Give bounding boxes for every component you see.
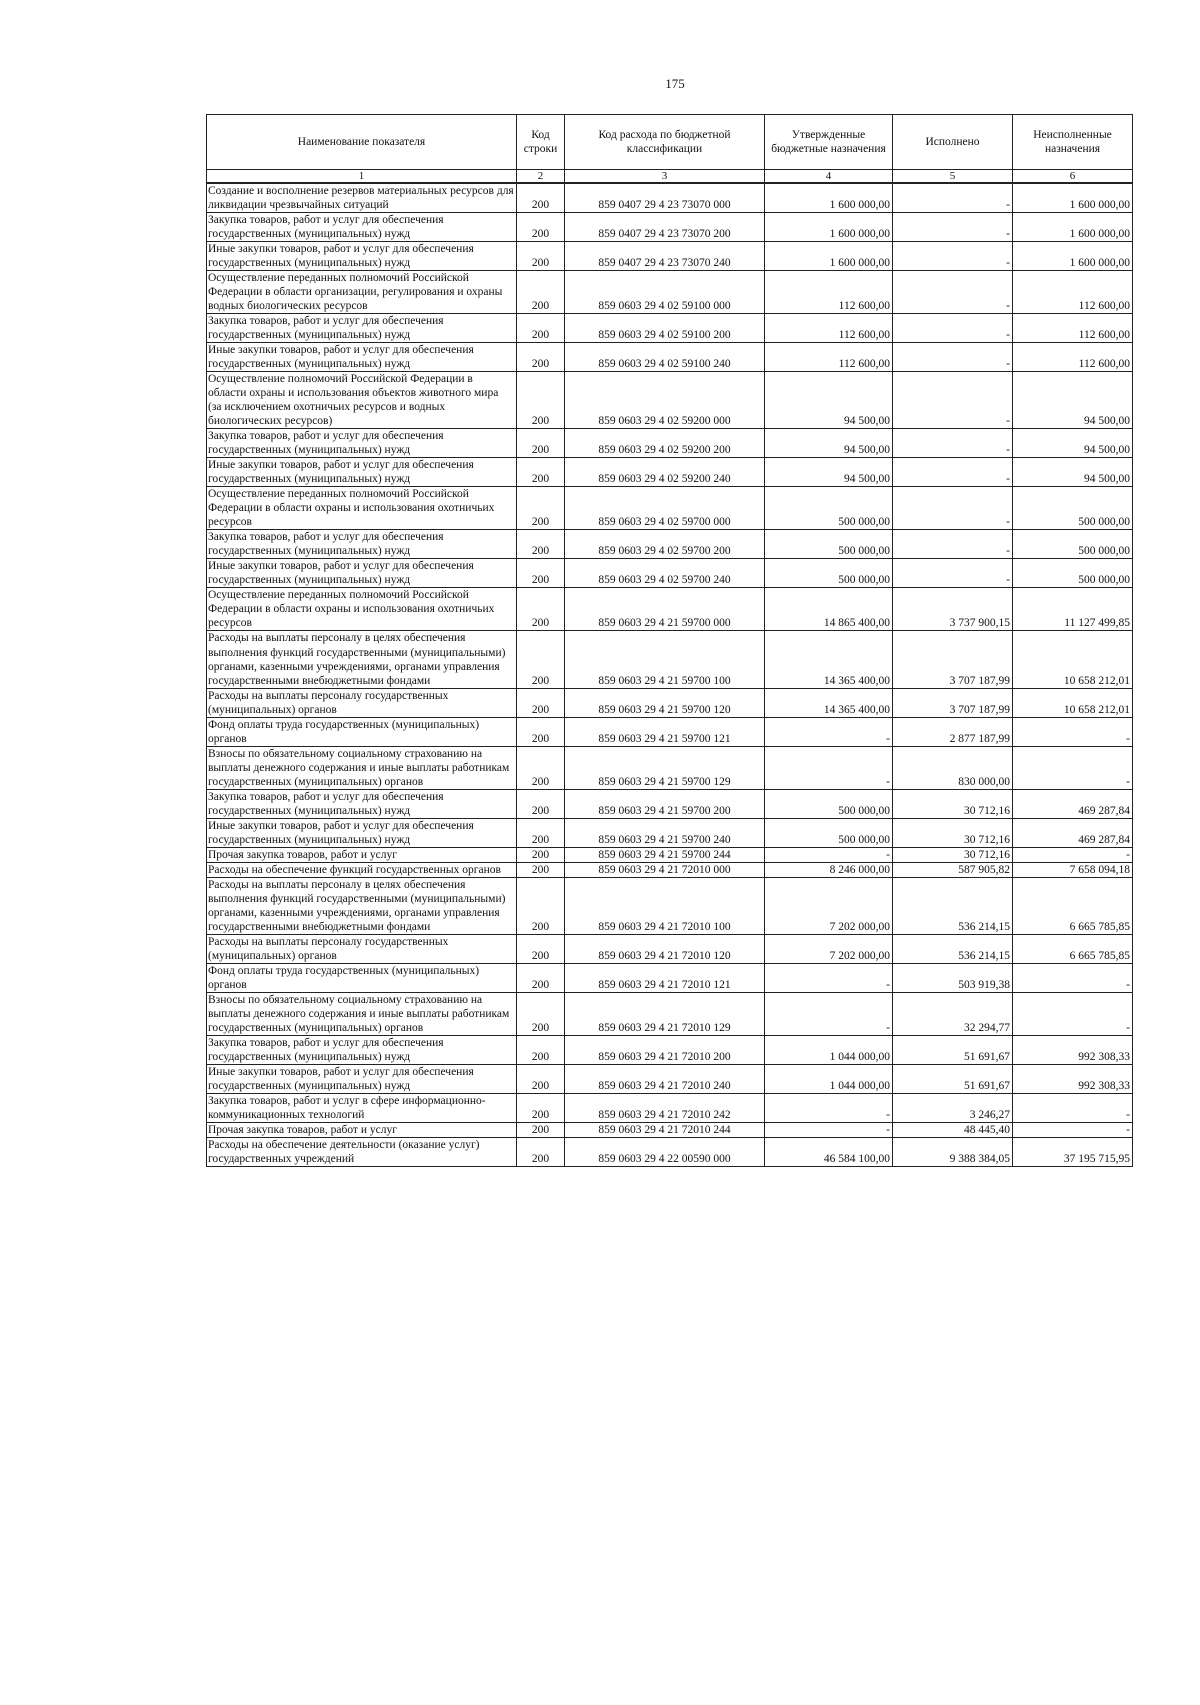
classification-code-cell: 859 0407 29 4 23 73070 000 xyxy=(565,183,765,213)
table-row xyxy=(207,1035,1133,1064)
unexecuted-amount-cell: - xyxy=(1013,717,1133,746)
line-code-cell: 200 xyxy=(517,862,565,877)
line-code-cell: 200 xyxy=(517,1123,565,1138)
indicator-name-cell: Расходы на выплаты персоналу в целях обеспечения выполнения функций государственными (муниципальными) органами, казенными учреждениями, органами управления государственными внебюджетными фондами xyxy=(207,877,517,934)
approved-amount-cell: - xyxy=(765,746,893,789)
column-number: 5 xyxy=(893,170,1013,184)
approved-amount-cell: 14 365 400,00 xyxy=(765,631,893,688)
indicator-name-cell: Прочая закупка товаров, работ и услуг xyxy=(207,847,517,862)
table-body xyxy=(207,183,1133,1167)
executed-amount-cell: - xyxy=(893,530,1013,559)
classification-code-cell: 859 0603 29 4 21 59700 100 xyxy=(565,631,765,688)
classification-code-cell: 859 0603 29 4 21 72010 129 xyxy=(565,992,765,1035)
unexecuted-amount-cell: 992 308,33 xyxy=(1013,1064,1133,1093)
executed-amount-cell: 51 691,67 xyxy=(893,1035,1013,1064)
indicator-name-cell: Фонд оплаты труда государственных (муниципальных) органов xyxy=(207,963,517,992)
classification-code-cell: 859 0603 29 4 02 59100 000 xyxy=(565,271,765,314)
unexecuted-amount-cell: 1 600 000,00 xyxy=(1013,213,1133,242)
classification-code-cell: 859 0603 29 4 21 72010 200 xyxy=(565,1035,765,1064)
indicator-name-cell: Иные закупки товаров, работ и услуг для обеспечения государственных (муниципальных) нужд xyxy=(207,1064,517,1093)
indicator-name-cell: Закупка товаров, работ и услуг для обеспечения государственных (муниципальных) нужд xyxy=(207,1035,517,1064)
indicator-name-cell: Иные закупки товаров, работ и услуг для обеспечения государственных (муниципальных) нужд xyxy=(207,458,517,487)
executed-amount-cell: - xyxy=(893,314,1013,343)
indicator-name-cell: Расходы на выплаты персоналу государственных (муниципальных) органов xyxy=(207,934,517,963)
table-row xyxy=(207,746,1133,789)
approved-amount-cell: 500 000,00 xyxy=(765,559,893,588)
unexecuted-amount-cell: 37 195 715,95 xyxy=(1013,1138,1133,1167)
classification-code-cell: 859 0407 29 4 23 73070 200 xyxy=(565,213,765,242)
line-code-cell: 200 xyxy=(517,372,565,429)
classification-code-cell: 859 0603 29 4 21 72010 100 xyxy=(565,877,765,934)
executed-amount-cell: 503 919,38 xyxy=(893,963,1013,992)
indicator-name-cell: Взносы по обязательному социальному страхованию на выплаты денежного содержания и иные выплаты работникам государственных (муниципальных) органов xyxy=(207,746,517,789)
indicator-name-cell: Закупка товаров, работ и услуг для обеспечения государственных (муниципальных) нужд xyxy=(207,213,517,242)
executed-amount-cell: 536 214,15 xyxy=(893,877,1013,934)
table-row xyxy=(207,1093,1133,1122)
approved-amount-cell: 14 865 400,00 xyxy=(765,588,893,631)
budget-execution-table xyxy=(206,114,1133,1167)
approved-amount-cell: 1 600 000,00 xyxy=(765,213,893,242)
table-row xyxy=(207,213,1133,242)
executed-amount-cell: - xyxy=(893,183,1013,213)
indicator-name-cell: Осуществление полномочий Российской Федерации в области охраны и использования объектов животного мира (за исключением охотничьих ресурсов и водных биологических ресурсов) xyxy=(207,372,517,429)
column-number: 1 xyxy=(207,170,517,184)
executed-amount-cell: 30 712,16 xyxy=(893,847,1013,862)
table-row xyxy=(207,631,1133,688)
executed-amount-cell: 48 445,40 xyxy=(893,1123,1013,1138)
table-row xyxy=(207,847,1133,862)
line-code-cell: 200 xyxy=(517,429,565,458)
line-code-cell: 200 xyxy=(517,487,565,530)
classification-code-cell: 859 0603 29 4 02 59200 240 xyxy=(565,458,765,487)
classification-code-cell: 859 0603 29 4 02 59100 200 xyxy=(565,314,765,343)
indicator-name-cell: Расходы на обеспечение деятельности (оказание услуг) государственных учреждений xyxy=(207,1138,517,1167)
unexecuted-amount-cell: 992 308,33 xyxy=(1013,1035,1133,1064)
unexecuted-amount-cell: 6 665 785,85 xyxy=(1013,934,1133,963)
classification-code-cell: 859 0603 29 4 21 72010 120 xyxy=(565,934,765,963)
executed-amount-cell: - xyxy=(893,213,1013,242)
classification-code-cell: 859 0603 29 4 21 59700 000 xyxy=(565,588,765,631)
table-row xyxy=(207,487,1133,530)
line-code-cell: 200 xyxy=(517,717,565,746)
unexecuted-amount-cell: 112 600,00 xyxy=(1013,314,1133,343)
table-row xyxy=(207,717,1133,746)
approved-amount-cell: 500 000,00 xyxy=(765,818,893,847)
line-code-cell: 200 xyxy=(517,1138,565,1167)
unexecuted-amount-cell: 94 500,00 xyxy=(1013,458,1133,487)
approved-amount-cell: - xyxy=(765,847,893,862)
indicator-name-cell: Расходы на обеспечение функций государственных органов xyxy=(207,862,517,877)
executed-amount-cell: - xyxy=(893,559,1013,588)
approved-amount-cell: 7 202 000,00 xyxy=(765,934,893,963)
column-number: 6 xyxy=(1013,170,1133,184)
table-row xyxy=(207,1123,1133,1138)
table-row xyxy=(207,877,1133,934)
indicator-name-cell: Создание и восполнение резервов материальных ресурсов для ликвидации чрезвычайных ситуаций xyxy=(207,183,517,213)
executed-amount-cell: 9 388 384,05 xyxy=(893,1138,1013,1167)
classification-code-cell: 859 0603 29 4 21 59700 121 xyxy=(565,717,765,746)
unexecuted-amount-cell: 1 600 000,00 xyxy=(1013,242,1133,271)
executed-amount-cell: 2 877 187,99 xyxy=(893,717,1013,746)
line-code-cell: 200 xyxy=(517,818,565,847)
approved-amount-cell: 500 000,00 xyxy=(765,487,893,530)
executed-amount-cell: 536 214,15 xyxy=(893,934,1013,963)
table-row xyxy=(207,818,1133,847)
table-row xyxy=(207,963,1133,992)
unexecuted-amount-cell: 94 500,00 xyxy=(1013,429,1133,458)
indicator-name-cell: Закупка товаров, работ и услуг для обеспечения государственных (муниципальных) нужд xyxy=(207,429,517,458)
column-number: 2 xyxy=(517,170,565,184)
executed-amount-cell: - xyxy=(893,372,1013,429)
approved-amount-cell: 8 246 000,00 xyxy=(765,862,893,877)
line-code-cell: 200 xyxy=(517,183,565,213)
executed-amount-cell: 587 905,82 xyxy=(893,862,1013,877)
indicator-name-cell: Закупка товаров, работ и услуг для обеспечения государственных (муниципальных) нужд xyxy=(207,789,517,818)
table-row xyxy=(207,314,1133,343)
classification-code-cell: 859 0603 29 4 02 59700 200 xyxy=(565,530,765,559)
approved-amount-cell: 1 600 000,00 xyxy=(765,183,893,213)
classification-code-cell: 859 0603 29 4 02 59700 000 xyxy=(565,487,765,530)
unexecuted-amount-cell: 7 658 094,18 xyxy=(1013,862,1133,877)
approved-amount-cell: 1 600 000,00 xyxy=(765,242,893,271)
header-row xyxy=(207,115,1133,170)
table-row xyxy=(207,530,1133,559)
executed-amount-cell: - xyxy=(893,271,1013,314)
line-code-cell: 200 xyxy=(517,847,565,862)
line-code-cell: 200 xyxy=(517,934,565,963)
header-executed: Исполнено xyxy=(893,115,1013,170)
table-row xyxy=(207,992,1133,1035)
approved-amount-cell: 1 044 000,00 xyxy=(765,1064,893,1093)
approved-amount-cell: 500 000,00 xyxy=(765,530,893,559)
table-row xyxy=(207,183,1133,213)
approved-amount-cell: - xyxy=(765,717,893,746)
line-code-cell: 200 xyxy=(517,314,565,343)
unexecuted-amount-cell: 10 658 212,01 xyxy=(1013,631,1133,688)
approved-amount-cell: 94 500,00 xyxy=(765,372,893,429)
executed-amount-cell: 3 707 187,99 xyxy=(893,631,1013,688)
line-code-cell: 200 xyxy=(517,588,565,631)
classification-code-cell: 859 0603 29 4 02 59700 240 xyxy=(565,559,765,588)
unexecuted-amount-cell: 112 600,00 xyxy=(1013,343,1133,372)
approved-amount-cell: 112 600,00 xyxy=(765,314,893,343)
table-row xyxy=(207,242,1133,271)
unexecuted-amount-cell: - xyxy=(1013,963,1133,992)
line-code-cell: 200 xyxy=(517,877,565,934)
indicator-name-cell: Иные закупки товаров, работ и услуг для обеспечения государственных (муниципальных) нужд xyxy=(207,818,517,847)
classification-code-cell: 859 0603 29 4 02 59200 200 xyxy=(565,429,765,458)
column-number: 4 xyxy=(765,170,893,184)
unexecuted-amount-cell: 500 000,00 xyxy=(1013,487,1133,530)
table-row xyxy=(207,588,1133,631)
approved-amount-cell: 94 500,00 xyxy=(765,458,893,487)
header-unexecuted: Неисполненные назначения xyxy=(1013,115,1133,170)
executed-amount-cell: - xyxy=(893,242,1013,271)
column-number: 3 xyxy=(565,170,765,184)
indicator-name-cell: Прочая закупка товаров, работ и услуг xyxy=(207,1123,517,1138)
approved-amount-cell: - xyxy=(765,992,893,1035)
table-row xyxy=(207,862,1133,877)
line-code-cell: 200 xyxy=(517,343,565,372)
indicator-name-cell: Фонд оплаты труда государственных (муниципальных) органов xyxy=(207,717,517,746)
classification-code-cell: 859 0603 29 4 21 72010 121 xyxy=(565,963,765,992)
indicator-name-cell: Осуществление переданных полномочий Российской Федерации в области охраны и использования охотничьих ресурсов xyxy=(207,487,517,530)
line-code-cell: 200 xyxy=(517,530,565,559)
classification-code-cell: 859 0603 29 4 21 72010 240 xyxy=(565,1064,765,1093)
unexecuted-amount-cell: 94 500,00 xyxy=(1013,372,1133,429)
executed-amount-cell: 51 691,67 xyxy=(893,1064,1013,1093)
line-code-cell: 200 xyxy=(517,458,565,487)
line-code-cell: 200 xyxy=(517,242,565,271)
line-code-cell: 200 xyxy=(517,1064,565,1093)
unexecuted-amount-cell: - xyxy=(1013,1123,1133,1138)
approved-amount-cell: 94 500,00 xyxy=(765,429,893,458)
table-row xyxy=(207,559,1133,588)
unexecuted-amount-cell: 6 665 785,85 xyxy=(1013,877,1133,934)
executed-amount-cell: 3 246,27 xyxy=(893,1093,1013,1122)
classification-code-cell: 859 0603 29 4 02 59100 240 xyxy=(565,343,765,372)
line-code-cell: 200 xyxy=(517,1035,565,1064)
indicator-name-cell: Закупка товаров, работ и услуг для обеспечения государственных (муниципальных) нужд xyxy=(207,530,517,559)
executed-amount-cell: 3 707 187,99 xyxy=(893,688,1013,717)
table-row xyxy=(207,789,1133,818)
header-budget-classification: Код расхода по бюджетной классификации xyxy=(565,115,765,170)
unexecuted-amount-cell: 1 600 000,00 xyxy=(1013,183,1133,213)
table-row xyxy=(207,1138,1133,1167)
executed-amount-cell: 3 737 900,15 xyxy=(893,588,1013,631)
executed-amount-cell: 30 712,16 xyxy=(893,818,1013,847)
executed-amount-cell: 30 712,16 xyxy=(893,789,1013,818)
line-code-cell: 200 xyxy=(517,213,565,242)
line-code-cell: 200 xyxy=(517,688,565,717)
classification-code-cell: 859 0603 29 4 02 59200 000 xyxy=(565,372,765,429)
classification-code-cell: 859 0603 29 4 21 59700 120 xyxy=(565,688,765,717)
approved-amount-cell: - xyxy=(765,1123,893,1138)
classification-code-cell: 859 0407 29 4 23 73070 240 xyxy=(565,242,765,271)
unexecuted-amount-cell: 500 000,00 xyxy=(1013,530,1133,559)
table-row xyxy=(207,429,1133,458)
classification-code-cell: 859 0603 29 4 21 59700 129 xyxy=(565,746,765,789)
page-number: 175 xyxy=(665,76,685,91)
approved-amount-cell: 500 000,00 xyxy=(765,789,893,818)
unexecuted-amount-cell: 112 600,00 xyxy=(1013,271,1133,314)
classification-code-cell: 859 0603 29 4 21 59700 240 xyxy=(565,818,765,847)
executed-amount-cell: 830 000,00 xyxy=(893,746,1013,789)
approved-amount-cell: 14 365 400,00 xyxy=(765,688,893,717)
unexecuted-amount-cell: 10 658 212,01 xyxy=(1013,688,1133,717)
executed-amount-cell: - xyxy=(893,343,1013,372)
indicator-name-cell: Взносы по обязательному социальному страхованию на выплаты денежного содержания и иные выплаты работникам государственных (муниципальных) органов xyxy=(207,992,517,1035)
line-code-cell: 200 xyxy=(517,631,565,688)
header-approved: Утвержденные бюджетные назначения xyxy=(765,115,893,170)
approved-amount-cell: 112 600,00 xyxy=(765,271,893,314)
approved-amount-cell: 112 600,00 xyxy=(765,343,893,372)
column-number-row xyxy=(207,170,1133,184)
line-code-cell: 200 xyxy=(517,992,565,1035)
header-line-code: Код строки xyxy=(517,115,565,170)
table-row xyxy=(207,934,1133,963)
classification-code-cell: 859 0603 29 4 21 72010 000 xyxy=(565,862,765,877)
unexecuted-amount-cell: 11 127 499,85 xyxy=(1013,588,1133,631)
classification-code-cell: 859 0603 29 4 22 00590 000 xyxy=(565,1138,765,1167)
approved-amount-cell: - xyxy=(765,1093,893,1122)
indicator-name-cell: Расходы на выплаты персоналу в целях обеспечения выполнения функций государственными (муниципальными) органами, казенными учреждениями, органами управления государственными внебюджетными фондами xyxy=(207,631,517,688)
indicator-name-cell: Закупка товаров, работ и услуг для обеспечения государственных (муниципальных) нужд xyxy=(207,314,517,343)
indicator-name-cell: Осуществление переданных полномочий Российской Федерации в области охраны и использования охотничьих ресурсов xyxy=(207,588,517,631)
executed-amount-cell: - xyxy=(893,487,1013,530)
classification-code-cell: 859 0603 29 4 21 59700 200 xyxy=(565,789,765,818)
line-code-cell: 200 xyxy=(517,746,565,789)
unexecuted-amount-cell: 500 000,00 xyxy=(1013,559,1133,588)
executed-amount-cell: - xyxy=(893,458,1013,487)
table-row xyxy=(207,688,1133,717)
unexecuted-amount-cell: 469 287,84 xyxy=(1013,789,1133,818)
executed-amount-cell: 32 294,77 xyxy=(893,992,1013,1035)
line-code-cell: 200 xyxy=(517,1093,565,1122)
unexecuted-amount-cell: - xyxy=(1013,746,1133,789)
indicator-name-cell: Осуществление переданных полномочий Российской Федерации в области организации, регулирования и охраны водных биологических ресурсов xyxy=(207,271,517,314)
header-indicator-name: Наименование показателя xyxy=(207,115,517,170)
line-code-cell: 200 xyxy=(517,789,565,818)
table-row xyxy=(207,458,1133,487)
classification-code-cell: 859 0603 29 4 21 59700 244 xyxy=(565,847,765,862)
line-code-cell: 200 xyxy=(517,271,565,314)
line-code-cell: 200 xyxy=(517,963,565,992)
approved-amount-cell: - xyxy=(765,963,893,992)
classification-code-cell: 859 0603 29 4 21 72010 244 xyxy=(565,1123,765,1138)
indicator-name-cell: Расходы на выплаты персоналу государственных (муниципальных) органов xyxy=(207,688,517,717)
indicator-name-cell: Иные закупки товаров, работ и услуг для обеспечения государственных (муниципальных) нужд xyxy=(207,242,517,271)
table-row xyxy=(207,372,1133,429)
table-row xyxy=(207,343,1133,372)
approved-amount-cell: 7 202 000,00 xyxy=(765,877,893,934)
indicator-name-cell: Закупка товаров, работ и услуг в сфере информационно-коммуникационных технологий xyxy=(207,1093,517,1122)
line-code-cell: 200 xyxy=(517,559,565,588)
approved-amount-cell: 1 044 000,00 xyxy=(765,1035,893,1064)
classification-code-cell: 859 0603 29 4 21 72010 242 xyxy=(565,1093,765,1122)
table-row xyxy=(207,1064,1133,1093)
approved-amount-cell: 46 584 100,00 xyxy=(765,1138,893,1167)
unexecuted-amount-cell: 469 287,84 xyxy=(1013,818,1133,847)
executed-amount-cell: - xyxy=(893,429,1013,458)
unexecuted-amount-cell: - xyxy=(1013,847,1133,862)
indicator-name-cell: Иные закупки товаров, работ и услуг для обеспечения государственных (муниципальных) нужд xyxy=(207,559,517,588)
unexecuted-amount-cell: - xyxy=(1013,992,1133,1035)
table-row xyxy=(207,271,1133,314)
indicator-name-cell: Иные закупки товаров, работ и услуг для обеспечения государственных (муниципальных) нужд xyxy=(207,343,517,372)
unexecuted-amount-cell: - xyxy=(1013,1093,1133,1122)
